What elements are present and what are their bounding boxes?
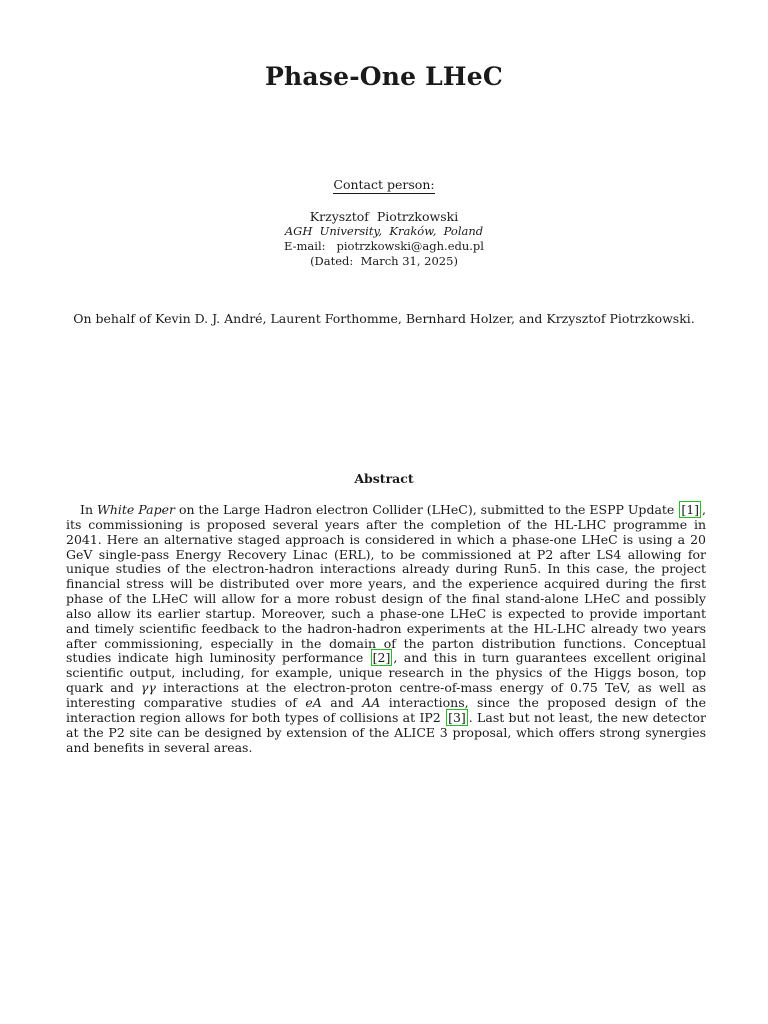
abstract-body: [66, 503, 706, 755]
email-label: E-mail:: [284, 239, 326, 253]
abstract-text-4: , and this in turn guarantees excellent original scientific output, including, for example, unique research in the physics of the Higgs boson, top quark and: [66, 650, 706, 696]
paper-title: Phase-One LHeC: [265, 62, 503, 91]
contact-label-text: Contact person:: [333, 177, 435, 192]
citation-link-3[interactable]: [3]: [448, 709, 466, 725]
abstract-text-5: interactions at the electron-proton centre-of-mass energy of 0.75 TeV, as well as interesting comparative studies of: [66, 680, 706, 710]
abstract-emph-white-paper: White Paper: [96, 502, 175, 517]
author-block: [0, 209, 768, 269]
email-address[interactable]: piotrzkowski@agh.edu.pl: [336, 239, 484, 253]
abstract-emph-ea: eA: [305, 694, 322, 710]
author-affiliation: AGH University, Kraków, Poland: [284, 224, 484, 238]
abstract-emph-aa: AA: [362, 694, 381, 710]
contact-label: [0, 177, 768, 192]
author-name: Krzysztof Piotrzkowski: [309, 209, 459, 224]
citation-link-1[interactable]: [1]: [681, 502, 700, 517]
citation-link-2[interactable]: [2]: [372, 650, 391, 666]
abstract-text-2: on the Large Hadron electron Collider (LHeC), submitted to the ESPP Update: [174, 502, 679, 517]
abstract-text-3: , its commissioning is proposed several years after the completion of the HL-LHC programme in 2041. Here an alternative staged approach is considered in which a phase-one LHeC is using a 20 GeV single-pass Energy Recovery Linac (ERL), to be commissioned at P2 after LS4 allowing for unique studies of the electron-hadron interactions already during Run5. In this case, the project financial stress will be distributed over more years, and the experience acquired during the first phase of the LHeC will allow for a more robust design of the final stand-alone LHeC and possibly also allow its earlier startup. Moreover, such a phase-one LHeC is expected to provide important and timely scientific feedback to the hadron-hadron experiments at the HL-LHC already two years after commissioning, especially in the domain of the parton distribution functions. Conceptual studies indicate high luminosity performance: [66, 502, 707, 666]
abstract-text-7: interactions, since the proposed design of the interaction region allows for both types of collisions at IP2: [66, 694, 706, 725]
abstract-emph-gammagamma: γγ: [140, 680, 156, 696]
abstract-text-1: In: [80, 502, 97, 517]
on-behalf-line: On behalf of Kevin D. J. André, Laurent Forthomme, Bernhard Holzer, and Krzysztof Piotrzkowski.: [73, 311, 695, 326]
author-email-line: [0, 239, 768, 254]
abstract-text-6: and: [321, 694, 363, 710]
abstract-text-8: . Last but not least, the new detector at the P2 site can be designed by extension of the ALICE 3 proposal, which offers strong synergies and benefits in several areas.: [66, 709, 706, 755]
abstract-heading: Abstract: [354, 471, 414, 486]
dated-line: (Dated: March 31, 2025): [310, 254, 458, 268]
